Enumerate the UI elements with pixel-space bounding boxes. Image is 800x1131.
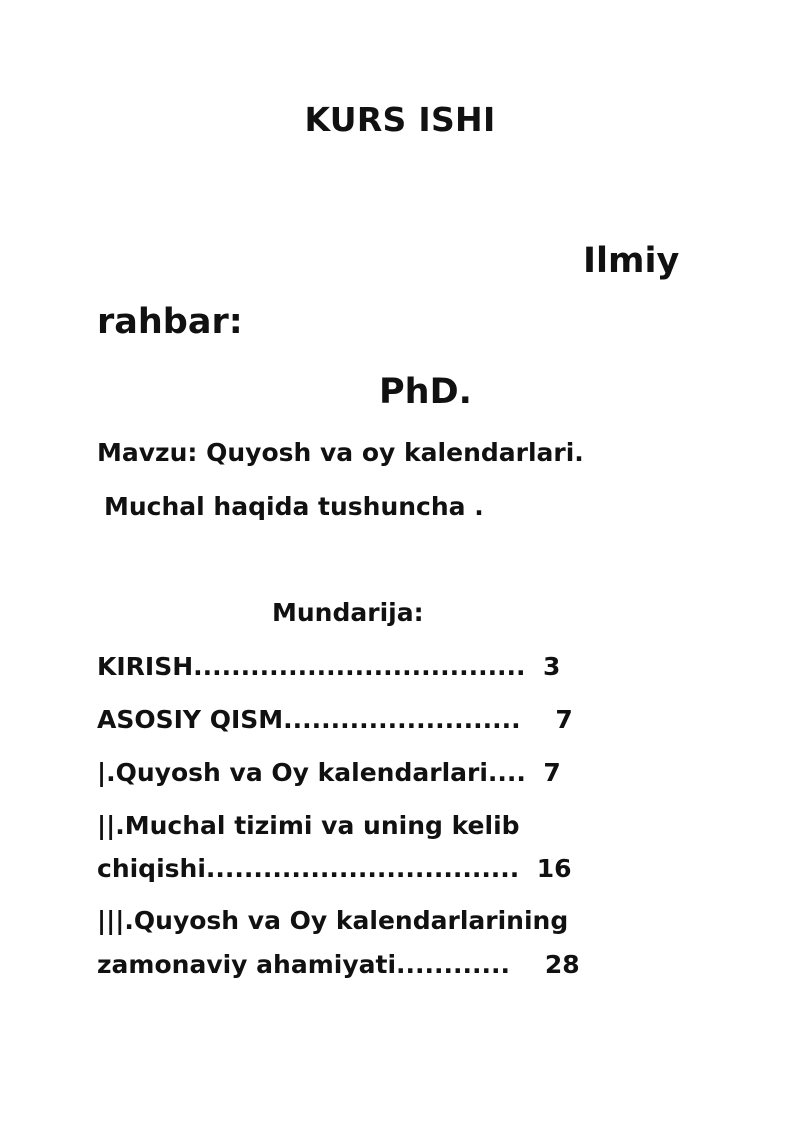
toc-entry-text: zamonaviy ahamiyati............ [97,950,510,979]
toc-entry [97,705,573,734]
toc-entry-text: ||.Muchal tizimi va uning kelib [97,811,520,840]
toc-entry-text: |||.Quyosh va Oy kalendarlarining [97,906,569,935]
toc-entry-page: 28 [544,950,580,979]
toc-entry-text: |.Quyosh va Oy kalendarlari.... [97,758,526,787]
document-title: KURS ISHI [304,100,496,139]
toc-entry-page: 7 [555,705,573,734]
toc-entry-page: 7 [543,758,561,787]
toc-entry [97,758,561,787]
topic-line-1: Mavzu: Quyosh va oy kalendarlari. [97,438,584,467]
advisor-degree: PhD. [379,372,472,412]
advisor-label-line-1: Ilmiy [583,241,680,281]
toc-entry-page: 3 [542,652,561,681]
toc-entry-page: 16 [536,854,572,883]
topic-line-2: Muchal haqida tushuncha . [104,492,484,521]
toc-entry-text: chiqishi................................. [97,854,520,883]
toc-entry-line-2 [97,854,572,883]
toc-entry-text: KIRISH................................... [97,652,526,681]
toc-entry-line-2 [97,950,580,979]
toc-entry-line-1 [97,811,520,840]
toc-entry [97,652,560,681]
contents-heading: Mundarija: [272,598,424,627]
toc-entry-text: ASOSIY QISM......................... [97,705,521,734]
advisor-label-line-2: rahbar: [97,302,243,342]
toc-entry-line-1 [97,906,568,935]
